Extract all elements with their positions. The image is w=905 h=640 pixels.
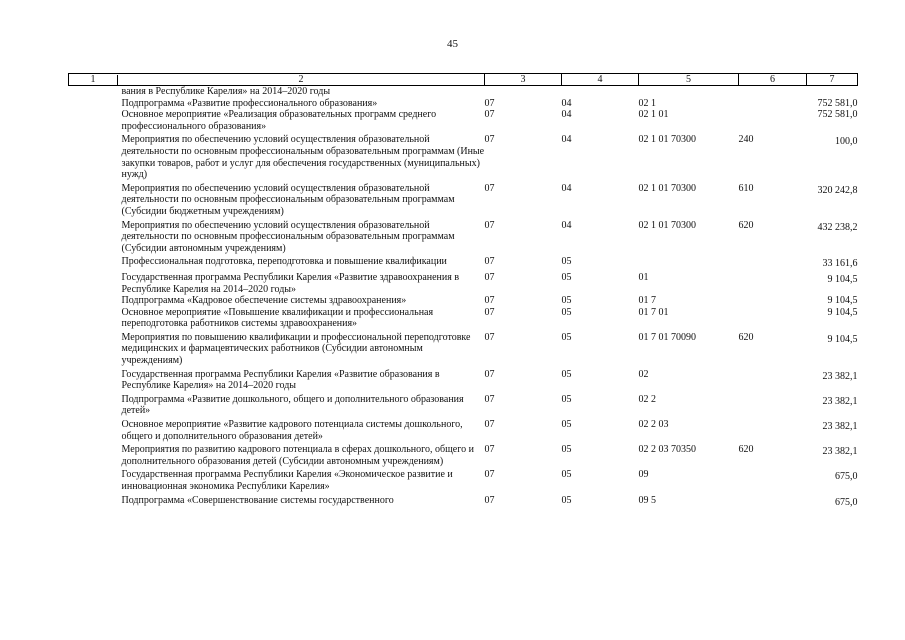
- row-name: Основное мероприятие «Развитие кадрового потенциала системы дошкольного, общего и дополнительного образования детей»: [121, 419, 463, 442]
- row-amount: 23 382,1: [822, 370, 858, 382]
- header-col-5: 5: [639, 74, 739, 86]
- table-row: [69, 392, 858, 417]
- row-amount: 320 242,8: [817, 184, 858, 196]
- row-amount: 752 581,0: [817, 97, 858, 109]
- row-amount: 752 581,0: [817, 109, 858, 121]
- row-name: Государственная программа Республики Карелия «Развитие здравоохранения в Республике Карелия на 2014–2020 годы»: [121, 271, 460, 295]
- page-number: 45: [447, 38, 458, 50]
- row-expense-type: 620: [738, 444, 754, 456]
- row-expense-type: 240: [738, 134, 754, 146]
- row-subsection: 05: [561, 295, 572, 307]
- header-col-7: 7: [807, 74, 858, 86]
- row-section: 07: [484, 444, 495, 456]
- row-target-article: 02 1: [638, 97, 656, 109]
- row-subsection: 04: [561, 109, 572, 121]
- row-subsection: 04: [561, 219, 572, 231]
- row-subsection: 05: [561, 494, 572, 506]
- row-subsection: 05: [561, 368, 572, 380]
- row-amount: 675,0: [835, 496, 858, 508]
- row-target-article: 01 7: [638, 295, 656, 307]
- row-subsection: 05: [561, 306, 572, 318]
- row-name: Основное мероприятие «Повышение квалификации и профессиональная переподготовка работников системы здравоохранения»: [121, 306, 434, 330]
- table-row: [69, 132, 858, 180]
- row-name: Подпрограмма «Развитие дошкольного, общего и дополнительного образования детей»: [121, 393, 464, 417]
- header-col-6: 6: [739, 74, 807, 86]
- row-expense-type: [739, 109, 807, 132]
- table-row: [69, 295, 858, 307]
- row-name: Мероприятия по обеспечению условий осуществления образовательной деятельности по основным профессиональным образовательным программам (Субсидии бюджетным учреждениям): [121, 182, 455, 217]
- row-expense-type: [739, 295, 807, 307]
- table-row: [69, 86, 858, 98]
- row-section: 07: [484, 134, 495, 146]
- row-expense-type: 610: [738, 182, 754, 194]
- row-amount: 9 104,5: [827, 333, 858, 345]
- row-amount: 100,0: [835, 136, 858, 148]
- header-col-4: 4: [562, 74, 639, 86]
- row-target-article: [639, 254, 739, 270]
- row-target-article: 09: [638, 469, 649, 481]
- row-target-article: [639, 86, 739, 98]
- row-section: 07: [484, 331, 495, 343]
- row-expense-type: [739, 417, 807, 442]
- row-subsection: 05: [561, 419, 572, 431]
- row-subsection: 05: [561, 444, 572, 456]
- row-expense-type: [739, 392, 807, 417]
- row-name: Государственная программа Республики Карелия «Развитие образования в Республике Карелия» на 2014–2020 годы: [121, 368, 440, 392]
- row-subsection: 04: [561, 134, 572, 146]
- row-expense-type: 620: [738, 331, 754, 343]
- row-subsection: 05: [561, 331, 572, 343]
- budget-table: [68, 73, 858, 508]
- row-amount: 9 104,5: [827, 306, 858, 318]
- table-row: [69, 109, 858, 132]
- row-section: 07: [484, 219, 495, 231]
- row-expense-type: [739, 467, 807, 492]
- row-target-article: 02 1 01 70300: [638, 219, 696, 231]
- row-name: вания в Республике Карелия» на 2014–2020 годы: [121, 86, 331, 97]
- row-amount: 33 161,6: [822, 258, 858, 270]
- row-subsection: 05: [561, 271, 572, 283]
- row-section: 07: [484, 368, 495, 380]
- table-row: [69, 254, 858, 270]
- row-subsection: 04: [561, 97, 572, 109]
- table-row: [69, 467, 858, 492]
- row-section: 07: [484, 393, 495, 405]
- row-name: Основное мероприятие «Реализация образовательных программ среднего профессионального образования»: [121, 109, 437, 132]
- row-subsection: 04: [561, 182, 572, 194]
- row-amount: 432 238,2: [817, 221, 858, 233]
- table-row: [69, 270, 858, 295]
- row-expense-type: [739, 86, 807, 98]
- row-section: 07: [484, 295, 495, 307]
- row-target-article: 01 7 01: [638, 306, 669, 318]
- row-subsection: 05: [561, 469, 572, 481]
- header-col-1-2: [69, 74, 485, 86]
- row-expense-type: [739, 307, 807, 330]
- table-header: [69, 74, 858, 86]
- row-target-article: 02: [638, 368, 649, 380]
- row-section: 07: [484, 419, 495, 431]
- table-row: [69, 307, 858, 330]
- row-expense-type: [739, 254, 807, 270]
- row-amount: 23 382,1: [822, 446, 858, 458]
- table-row: [69, 98, 858, 110]
- header-col-3: 3: [485, 74, 562, 86]
- row-expense-type: [739, 493, 807, 509]
- row-section: 07: [484, 109, 495, 121]
- row-subsection: 05: [561, 393, 572, 405]
- row-section: 07: [484, 256, 495, 268]
- row-amount: 9 104,5: [827, 295, 858, 307]
- row-section: 07: [484, 306, 495, 318]
- row-name: Мероприятия по обеспечению условий осуществления образовательной деятельности по основным профессиональным образовательным программам (Иные закупки товаров, работ и услуг для обеспечения государственных (муниципальных) нужд): [121, 134, 485, 181]
- header-col-2: 2: [298, 73, 304, 85]
- row-section: 07: [484, 97, 495, 109]
- row-amount: 23 382,1: [822, 421, 858, 433]
- row-target-article: 02 2: [638, 393, 656, 405]
- row-section: 07: [484, 271, 495, 283]
- row-target-article: 09 5: [638, 494, 656, 506]
- row-name: Мероприятия по развитию кадрового потенциала в сферах дошкольного, общего и дополнительного образования детей (Субсидии автономным учреждениям): [121, 444, 474, 467]
- row-expense-type: [739, 98, 807, 110]
- table-row: [69, 367, 858, 392]
- row-target-article: 02 2 03 70350: [638, 444, 696, 456]
- row-amount: 9 104,5: [827, 273, 858, 285]
- row-subsection: 05: [561, 256, 572, 268]
- row-section: 07: [484, 469, 495, 481]
- row-target-article: 02 1 01 70300: [638, 182, 696, 194]
- table-row: [69, 218, 858, 255]
- table-row: [69, 181, 858, 218]
- table-row: [69, 493, 858, 509]
- row-amount: [807, 86, 858, 98]
- row-name: Мероприятия по обеспечению условий осуществления образовательной деятельности по основным профессиональным образовательным программам (Субсидии автономным учреждениям): [121, 219, 455, 254]
- row-name: Подпрограмма «Совершенствование системы государственного: [121, 494, 394, 506]
- row-expense-type: [739, 367, 807, 392]
- table-row: [69, 417, 858, 442]
- row-name: Государственная программа Республики Карелия «Экономическое развитие и инновационная экономика Республики Карелия»: [121, 469, 453, 492]
- table-row: [69, 442, 858, 467]
- row-name: Подпрограмма «Развитие профессионального образования»: [121, 97, 378, 109]
- row-target-article: 02 1 01: [638, 109, 669, 121]
- row-expense-type: [739, 270, 807, 295]
- table-row: [69, 330, 858, 367]
- row-target-article: 01 7 01 70090: [638, 331, 696, 343]
- table-body: [69, 86, 858, 509]
- row-section: [485, 86, 562, 98]
- header-col-1: 1: [69, 75, 118, 85]
- row-name: Профессиональная подготовка, переподготовка и повышение квалификации: [121, 256, 447, 268]
- row-amount: 675,0: [835, 471, 858, 483]
- row-name: Мероприятия по повышению квалификации и профессиональной переподготовке медицинских и фармацевтических работников (Субсидии автономным учреждениям): [121, 331, 471, 367]
- row-section: 07: [484, 494, 495, 506]
- row-name: Подпрограмма «Кадровое обеспечение системы здравоохранения»: [121, 295, 407, 307]
- row-target-article: 01: [638, 271, 649, 283]
- row-target-article: 02 1 01 70300: [638, 134, 696, 146]
- row-expense-type: 620: [738, 219, 754, 231]
- row-section: 07: [484, 182, 495, 194]
- row-subsection: [562, 86, 639, 98]
- row-target-article: 02 2 03: [638, 419, 669, 431]
- row-amount: 23 382,1: [822, 395, 858, 407]
